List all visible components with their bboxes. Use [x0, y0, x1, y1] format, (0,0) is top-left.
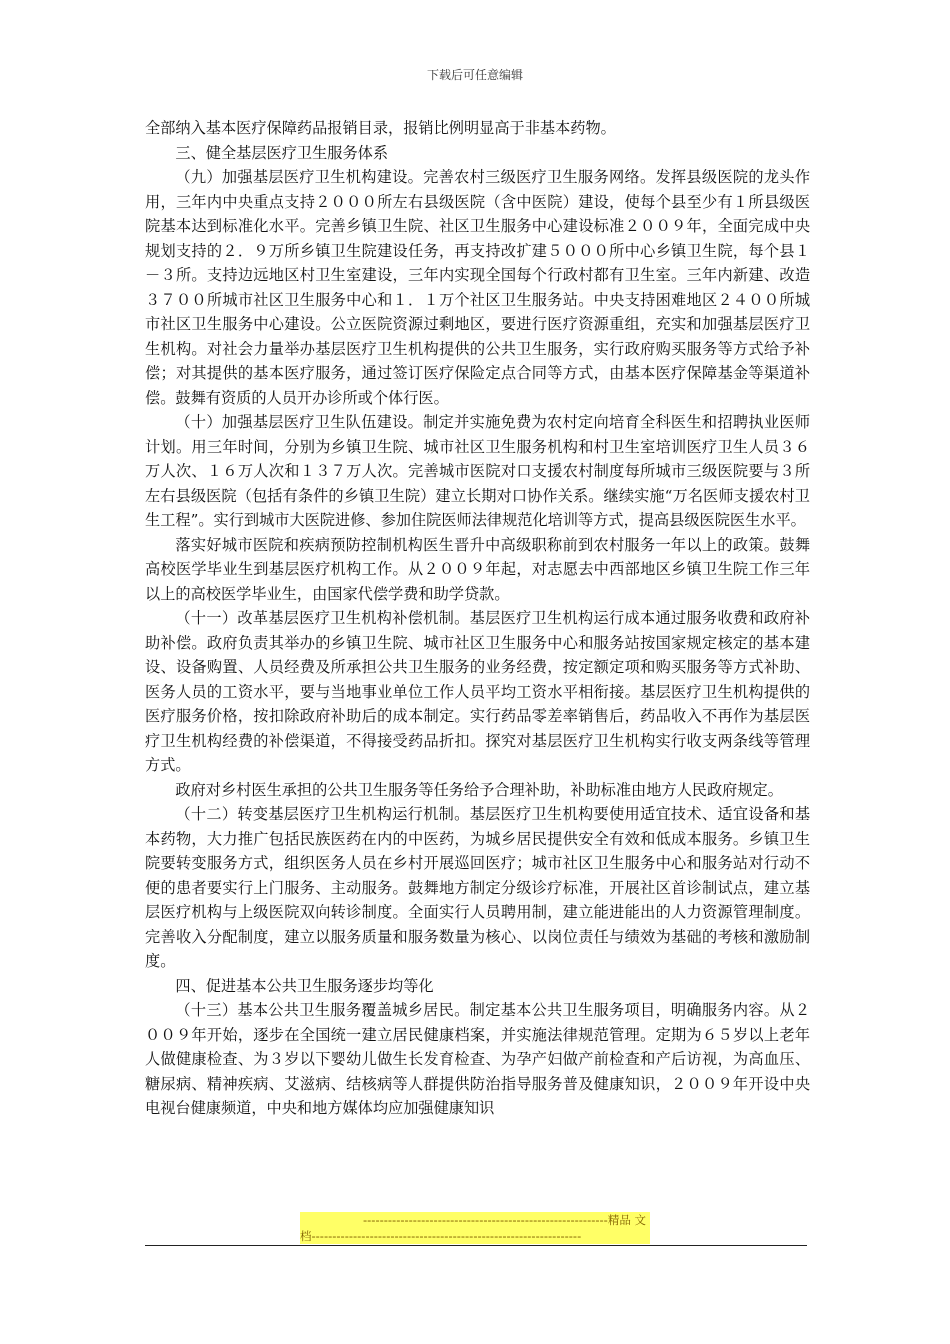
paragraph-item-13: （十三）基本公共卫生服务覆盖城乡居民。制定基本公共卫生服务项目，明确服务内容。从２００９年开始，逐步在全国统一建立居民健康档案，并实施法律规范管理。定期为６５岁以上老年人做健康检查、为３岁以下婴幼儿做生长发育检查、为孕产妇做产前检查和产后访视，为高血压、糖尿病、精神疾病、艾滋病、结核病等人群提供防治指导服务普及健康知识，２００９年开设中央电视台健康频道，中央和地方媒体均应加强健康知识 [145, 1001, 810, 1117]
section-heading-3: 三、健全基层医疗卫生服务体系 [175, 143, 389, 162]
paragraph-item-9: （九）加强基层医疗卫生机构建设。完善农村三级医疗卫生服务网络。发挥县级医院的龙头作用，三年内中央重点支持２０００所左右县级医院（含中医院）建设，使每个县至少有１所县级医院基本达到标准化水平。完善乡镇卫生院、社区卫生服务中心建设标准２００９年，全面完成中央规划支持的２．９万所乡镇卫生院建设任务，再支持改扩建５０００所中心乡镇卫生院，每个县１－３所。支持边远地区村卫生室建设，三年内实现全国每个行政村都有卫生室。三年内新建、改造３７００所城市社区卫生服务中心和１．１万个社区卫生服务站。中央支持困难地区２４００所城市社区卫生服务中心建设。公立医院资源过剩地区，要进行医疗资源重组，充实和加强基层医疗卫生机构。对社会力量举办基层医疗卫生机构提供的公共卫生服务，实行政府购买服务等方式给予补偿；对其提供的基本医疗服务，通过签订医疗保险定点合同等方式，由基本医疗保障基金等渠道补偿。鼓舞有资质的人员开办诊所或个体行医。 [145, 168, 810, 407]
document-body [145, 116, 810, 1121]
paragraph-item-10: （十）加强基层医疗卫生队伍建设。制定并实施免费为农村定向培育全科医生和招聘执业医师计划。用三年时间，分别为乡镇卫生院、城市社区卫生服务机构和村卫生室培训医疗卫生人员３６万人次、１６万人次和１３７万人次。完善城市医院对口支援农村制度每所城市三级医院要与３所左右县级医院（包括有条件的乡镇卫生院）建立长期对口协作关系。继续实施“万名医师支援农村卫生工程”。实行到城市大医院进修、参加住院医师法律规范化培训等方式，提高县级医院医生水平。 [145, 413, 810, 529]
footer-line-1: -----------------------------------------------------------精品 文 [363, 1213, 646, 1227]
paragraph-item-11: （十一）改革基层医疗卫生机构补偿机制。基层医疗卫生机构运行成本通过服务收费和政府补助补偿。政府负责其举办的乡镇卫生院、城市社区卫生服务中心和服务站按国家规定核定的基本建设、设备购置、人员经费及所承担公共卫生服务的业务经费，按定额定项和购买服务等方式补助、医务人员的工资水平，要与当地事业单位工作人员平均工资水平相衔接。基层医疗卫生机构提供的医疗服务价格，按扣除政府补助后的成本制定。实行药品零差率销售后，药品收入不再作为基层医疗卫生机构经费的补偿渠道，不得接受药品折扣。探究对基层医疗卫生机构实行收支两条线等管理方式。 [145, 609, 810, 774]
section-heading-4: 四、促进基本公共卫生服务逐步均等化 [175, 976, 434, 995]
paragraph-item-12: （十二）转变基层医疗卫生机构运行机制。基层医疗卫生机构要使用适宜技术、适宜设备和基本药物，大力推广包括民族医药在内的中医药，为城乡居民提供安全有效和低成本服务。乡镇卫生院要转变服务方式，组织医务人员在乡村开展巡回医疗；城市社区卫生服务中心和服务站对行动不便的患者要实行上门服务、主动服务。鼓舞地方制定分级诊疗标准，开展社区首诊制试点，建立基层医疗机构与上级医院双向转诊制度。全面实行人员聘用制，建立能进能出的人力资源管理制度。完善收入分配制度，建立以服务质量和服务数量为核心、以岗位责任与绩效为基础的考核和激励制度。 [145, 805, 810, 970]
page-header: 下载后可任意编辑 [426, 68, 523, 82]
footer-divider [145, 1245, 807, 1246]
paragraph-village-doctor-subsidy: 政府对乡村医生承担的公共卫生服务等任务给予合理补助，补助标准由地方人民政府规定。 [175, 780, 783, 799]
footer-line-2: 档----------------------------------------------------------------- [300, 1229, 582, 1243]
footer-watermark [300, 1212, 650, 1244]
paragraph-continued: 全部纳入基本医疗保障药品报销目录，报销比例明显高于非基本药物。 [145, 119, 616, 137]
paragraph-rural-service: 落实好城市医院和疾病预防控制机构医生晋升中高级职称前到农村服务一年以上的政策。鼓舞高校医学毕业生到基层医疗机构工作。从２００９年起，对志愿去中西部地区乡镇卫生院工作三年以上的高校医学毕业生，由国家代偿学费和助学贷款。 [145, 535, 810, 603]
